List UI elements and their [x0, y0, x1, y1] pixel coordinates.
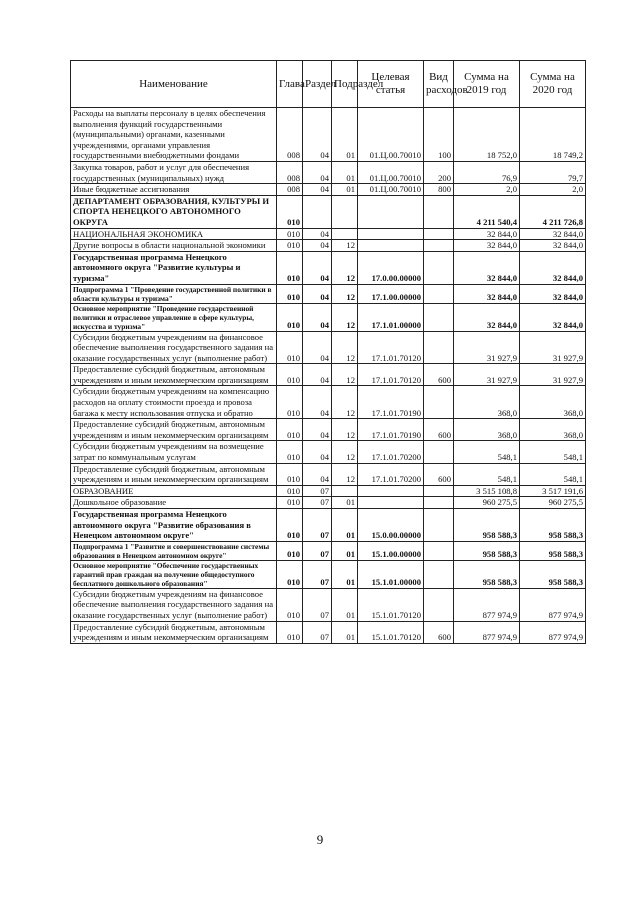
cell-sum2020: 958 588,3 — [520, 509, 586, 542]
cell-podrazdel: 01 — [332, 161, 358, 183]
cell-glava: 010 — [277, 303, 303, 331]
table-row — [71, 184, 586, 196]
cell-razdel: 04 — [303, 419, 332, 441]
cell-sum2019: 31 927,9 — [454, 331, 520, 364]
cell-podrazdel: 12 — [332, 441, 358, 463]
cell-name: Субсидии бюджетным учреждениям на возмещение затрат по коммунальным услугам — [71, 441, 277, 463]
cell-tselevaya — [358, 195, 424, 228]
cell-glava: 010 — [277, 419, 303, 441]
cell-vid — [424, 251, 454, 284]
cell-glava: 010 — [277, 364, 303, 386]
cell-sum2020: 960 275,5 — [520, 497, 586, 509]
cell-podrazdel: 12 — [332, 364, 358, 386]
cell-tselevaya: 15.1.01.00000 — [358, 560, 424, 588]
cell-podrazdel: 01 — [332, 541, 358, 560]
cell-podrazdel: 01 — [332, 509, 358, 542]
cell-name: ОБРАЗОВАНИЕ — [71, 485, 277, 497]
table-row — [71, 560, 586, 588]
table-row — [71, 463, 586, 485]
cell-sum2019: 31 927,9 — [454, 364, 520, 386]
cell-name: Субсидии бюджетным учреждениям на финансовое обеспечение выполнения государственного задания на оказание государственных услуг (выполнение работ) — [71, 588, 277, 621]
table-row — [71, 240, 586, 252]
cell-sum2019: 877 974,9 — [454, 588, 520, 621]
cell-sum2019: 958 588,3 — [454, 509, 520, 542]
cell-sum2019: 32 844,0 — [454, 240, 520, 252]
cell-sum2019: 76,9 — [454, 161, 520, 183]
cell-razdel: 04 — [303, 303, 332, 331]
cell-name: Государственная программа Ненецкого автономного округа "Развитие культуры и туризма" — [71, 251, 277, 284]
table-row — [71, 621, 586, 643]
cell-sum2019: 32 844,0 — [454, 284, 520, 303]
cell-vid: 100 — [424, 108, 454, 162]
cell-name: Предоставление субсидий бюджетным, автономным учреждениям и иным некоммерческим организациям — [71, 621, 277, 643]
cell-tselevaya: 15.1.00.00000 — [358, 541, 424, 560]
cell-sum2019: 18 752,0 — [454, 108, 520, 162]
col-header-sum2020: Сумма на 2020 год — [520, 61, 586, 108]
cell-podrazdel: 01 — [332, 108, 358, 162]
cell-name: Расходы на выплаты персоналу в целях обеспечения выполнения функций государственными (муниципальными) органами, казенными учреждениями, органами управления государственными внебюджетными фондами — [71, 108, 277, 162]
cell-vid — [424, 240, 454, 252]
cell-glava: 010 — [277, 497, 303, 509]
cell-glava: 010 — [277, 485, 303, 497]
col-header-glava: Глава — [277, 61, 303, 108]
cell-vid — [424, 441, 454, 463]
cell-sum2019: 32 844,0 — [454, 303, 520, 331]
cell-sum2019: 960 275,5 — [454, 497, 520, 509]
cell-sum2020: 2,0 — [520, 184, 586, 196]
cell-sum2020: 18 749,2 — [520, 108, 586, 162]
cell-sum2019: 958 588,3 — [454, 541, 520, 560]
cell-vid — [424, 284, 454, 303]
table-row — [71, 195, 586, 228]
cell-tselevaya: 17.1.01.00000 — [358, 303, 424, 331]
cell-glava: 010 — [277, 386, 303, 419]
col-header-name: Наименование — [71, 61, 277, 108]
cell-sum2019: 32 844,0 — [454, 228, 520, 240]
cell-podrazdel: 12 — [332, 240, 358, 252]
cell-glava: 010 — [277, 560, 303, 588]
col-header-vid: Вид расходов — [424, 61, 454, 108]
cell-name: Дошкольное образование — [71, 497, 277, 509]
cell-podrazdel: 12 — [332, 463, 358, 485]
cell-tselevaya — [358, 497, 424, 509]
cell-name: Закупка товаров, работ и услуг для обеспечения государственных (муниципальных) нужд — [71, 161, 277, 183]
cell-vid: 600 — [424, 621, 454, 643]
cell-sum2019: 548,1 — [454, 441, 520, 463]
cell-glava: 010 — [277, 331, 303, 364]
table-row — [71, 331, 586, 364]
cell-glava: 010 — [277, 621, 303, 643]
cell-sum2020: 4 211 726,8 — [520, 195, 586, 228]
cell-razdel: 07 — [303, 560, 332, 588]
table-row — [71, 364, 586, 386]
cell-sum2020: 32 844,0 — [520, 240, 586, 252]
cell-tselevaya: 01.Ц.00.70010 — [358, 108, 424, 162]
cell-sum2020: 958 588,3 — [520, 541, 586, 560]
cell-glava: 010 — [277, 284, 303, 303]
cell-podrazdel: 12 — [332, 331, 358, 364]
cell-tselevaya: 17.1.00.00000 — [358, 284, 424, 303]
cell-podrazdel — [332, 195, 358, 228]
cell-tselevaya: 17.1.01.70200 — [358, 441, 424, 463]
cell-sum2020: 368,0 — [520, 419, 586, 441]
cell-tselevaya: 17.1.01.70190 — [358, 419, 424, 441]
cell-podrazdel: 01 — [332, 184, 358, 196]
cell-vid — [424, 560, 454, 588]
cell-sum2020: 958 588,3 — [520, 560, 586, 588]
col-header-podrazdel: Подраздел — [332, 61, 358, 108]
cell-razdel: 04 — [303, 284, 332, 303]
table-row — [71, 386, 586, 419]
cell-sum2020: 32 844,0 — [520, 228, 586, 240]
cell-razdel: 04 — [303, 463, 332, 485]
table-header — [71, 61, 586, 108]
table-row — [71, 509, 586, 542]
cell-vid — [424, 195, 454, 228]
cell-sum2020: 368,0 — [520, 386, 586, 419]
cell-tselevaya: 17.1.01.70120 — [358, 331, 424, 364]
cell-vid — [424, 541, 454, 560]
cell-sum2020: 79,7 — [520, 161, 586, 183]
cell-tselevaya: 15.1.01.70120 — [358, 588, 424, 621]
cell-name: Подпрограмма 1 "Проведение государственной политики в области культуры и туризма" — [71, 284, 277, 303]
cell-tselevaya: 17.1.01.70190 — [358, 386, 424, 419]
table-row — [71, 485, 586, 497]
cell-glava: 010 — [277, 463, 303, 485]
cell-sum2020: 32 844,0 — [520, 284, 586, 303]
cell-razdel: 04 — [303, 251, 332, 284]
cell-name: Иные бюджетные ассигнования — [71, 184, 277, 196]
cell-sum2019: 2,0 — [454, 184, 520, 196]
cell-tselevaya: 17.1.01.70120 — [358, 364, 424, 386]
table-row — [71, 303, 586, 331]
cell-razdel: 04 — [303, 228, 332, 240]
cell-glava: 010 — [277, 240, 303, 252]
cell-vid — [424, 509, 454, 542]
cell-podrazdel: 12 — [332, 251, 358, 284]
cell-razdel: 07 — [303, 621, 332, 643]
cell-sum2019: 4 211 540,4 — [454, 195, 520, 228]
cell-vid: 800 — [424, 184, 454, 196]
cell-name: НАЦИОНАЛЬНАЯ ЭКОНОМИКА — [71, 228, 277, 240]
cell-sum2019: 877 974,9 — [454, 621, 520, 643]
cell-sum2020: 31 927,9 — [520, 331, 586, 364]
cell-name: Подпрограмма 1 "Развитие и совершенствование системы образования в Ненецком автономном округе" — [71, 541, 277, 560]
cell-name: Другие вопросы в области национальной экономики — [71, 240, 277, 252]
table-row — [71, 108, 586, 162]
cell-sum2020: 31 927,9 — [520, 364, 586, 386]
cell-tselevaya — [358, 485, 424, 497]
cell-glava: 010 — [277, 541, 303, 560]
table-row — [71, 161, 586, 183]
cell-glava: 010 — [277, 441, 303, 463]
cell-glava: 010 — [277, 588, 303, 621]
cell-razdel: 04 — [303, 240, 332, 252]
cell-glava: 008 — [277, 184, 303, 196]
cell-vid — [424, 485, 454, 497]
col-header-sum2019: Сумма на 2019 год — [454, 61, 520, 108]
cell-glava: 008 — [277, 108, 303, 162]
cell-podrazdel: 01 — [332, 588, 358, 621]
cell-glava: 008 — [277, 161, 303, 183]
table-body — [71, 108, 586, 644]
page-number: 9 — [316, 832, 324, 847]
cell-sum2019: 958 588,3 — [454, 560, 520, 588]
cell-sum2019: 3 515 108,8 — [454, 485, 520, 497]
cell-podrazdel — [332, 485, 358, 497]
cell-glava: 010 — [277, 509, 303, 542]
cell-razdel: 07 — [303, 588, 332, 621]
cell-tselevaya: 15.0.00.00000 — [358, 509, 424, 542]
cell-sum2020: 548,1 — [520, 441, 586, 463]
cell-razdel: 07 — [303, 497, 332, 509]
col-header-razdel: Раздел — [303, 61, 332, 108]
cell-razdel: 04 — [303, 441, 332, 463]
cell-podrazdel: 01 — [332, 497, 358, 509]
cell-vid: 200 — [424, 161, 454, 183]
cell-name: Государственная программа Ненецкого автономного округа "Развитие образования в Ненецком автономном округе" — [71, 509, 277, 542]
cell-vid: 600 — [424, 364, 454, 386]
cell-razdel: 04 — [303, 364, 332, 386]
cell-sum2020: 32 844,0 — [520, 303, 586, 331]
cell-tselevaya — [358, 228, 424, 240]
cell-glava: 010 — [277, 228, 303, 240]
cell-sum2019: 32 844,0 — [454, 251, 520, 284]
cell-sum2019: 368,0 — [454, 419, 520, 441]
cell-vid: 600 — [424, 419, 454, 441]
cell-podrazdel: 01 — [332, 560, 358, 588]
table-row — [71, 419, 586, 441]
cell-sum2020: 32 844,0 — [520, 251, 586, 284]
cell-razdel: 04 — [303, 108, 332, 162]
cell-vid: 600 — [424, 463, 454, 485]
cell-podrazdel: 12 — [332, 284, 358, 303]
cell-podrazdel: 12 — [332, 303, 358, 331]
cell-name: Предоставление субсидий бюджетным, автономным учреждениям и иным некоммерческим организациям — [71, 419, 277, 441]
cell-tselevaya — [358, 240, 424, 252]
cell-podrazdel: 12 — [332, 419, 358, 441]
budget-sheet — [70, 60, 585, 644]
cell-sum2019: 368,0 — [454, 386, 520, 419]
table-row — [71, 251, 586, 284]
table-row — [71, 441, 586, 463]
cell-tselevaya: 17.0.00.00000 — [358, 251, 424, 284]
cell-podrazdel: 01 — [332, 621, 358, 643]
cell-sum2019: 548,1 — [454, 463, 520, 485]
cell-sum2020: 877 974,9 — [520, 588, 586, 621]
cell-vid — [424, 588, 454, 621]
col-header-tselevaya: Целевая статья — [358, 61, 424, 108]
cell-sum2020: 877 974,9 — [520, 621, 586, 643]
budget-table — [70, 60, 586, 644]
cell-glava: 010 — [277, 195, 303, 228]
cell-razdel: 04 — [303, 386, 332, 419]
cell-tselevaya: 17.1.01.70200 — [358, 463, 424, 485]
cell-vid — [424, 303, 454, 331]
cell-name: Основное мероприятие "Проведение государственной политики и отраслевое управление в сфере культуры, искусства и туризма" — [71, 303, 277, 331]
cell-vid — [424, 497, 454, 509]
cell-name: Предоставление субсидий бюджетным, автономным учреждениям и иным некоммерческим организациям — [71, 364, 277, 386]
table-row — [71, 588, 586, 621]
cell-vid — [424, 386, 454, 419]
cell-sum2020: 548,1 — [520, 463, 586, 485]
cell-razdel — [303, 195, 332, 228]
cell-name: Основное мероприятие "Обеспечение государственных гарантий прав граждан на получение общедоступного бесплатного дошкольного образования" — [71, 560, 277, 588]
cell-razdel: 07 — [303, 509, 332, 542]
cell-name: Субсидии бюджетным учреждениям на компенсацию расходов на оплату стоимости проезда и провоза багажа к месту использования отпуска и обратно — [71, 386, 277, 419]
cell-name: Предоставление субсидий бюджетным, автономным учреждениям и иным некоммерческим организациям — [71, 463, 277, 485]
cell-glava: 010 — [277, 251, 303, 284]
cell-razdel: 07 — [303, 541, 332, 560]
cell-podrazdel — [332, 228, 358, 240]
cell-razdel: 07 — [303, 485, 332, 497]
cell-vid — [424, 331, 454, 364]
cell-razdel: 04 — [303, 184, 332, 196]
cell-razdel: 04 — [303, 161, 332, 183]
cell-podrazdel: 12 — [332, 386, 358, 419]
cell-sum2020: 3 517 191,6 — [520, 485, 586, 497]
table-row — [71, 541, 586, 560]
cell-tselevaya: 01.Ц.00.70010 — [358, 161, 424, 183]
cell-vid — [424, 228, 454, 240]
table-row — [71, 284, 586, 303]
table-row — [71, 497, 586, 509]
cell-tselevaya: 15.1.01.70120 — [358, 621, 424, 643]
cell-name: Субсидии бюджетным учреждениям на финансовое обеспечение выполнения государственного задания на оказание государственных услуг (выполнение работ) — [71, 331, 277, 364]
cell-name: ДЕПАРТАМЕНТ ОБРАЗОВАНИЯ, КУЛЬТУРЫ И СПОРТА НЕНЕЦКОГО АВТОНОМНОГО ОКРУГА — [71, 195, 277, 228]
cell-razdel: 04 — [303, 331, 332, 364]
table-row — [71, 228, 586, 240]
cell-tselevaya: 01.Ц.00.70010 — [358, 184, 424, 196]
